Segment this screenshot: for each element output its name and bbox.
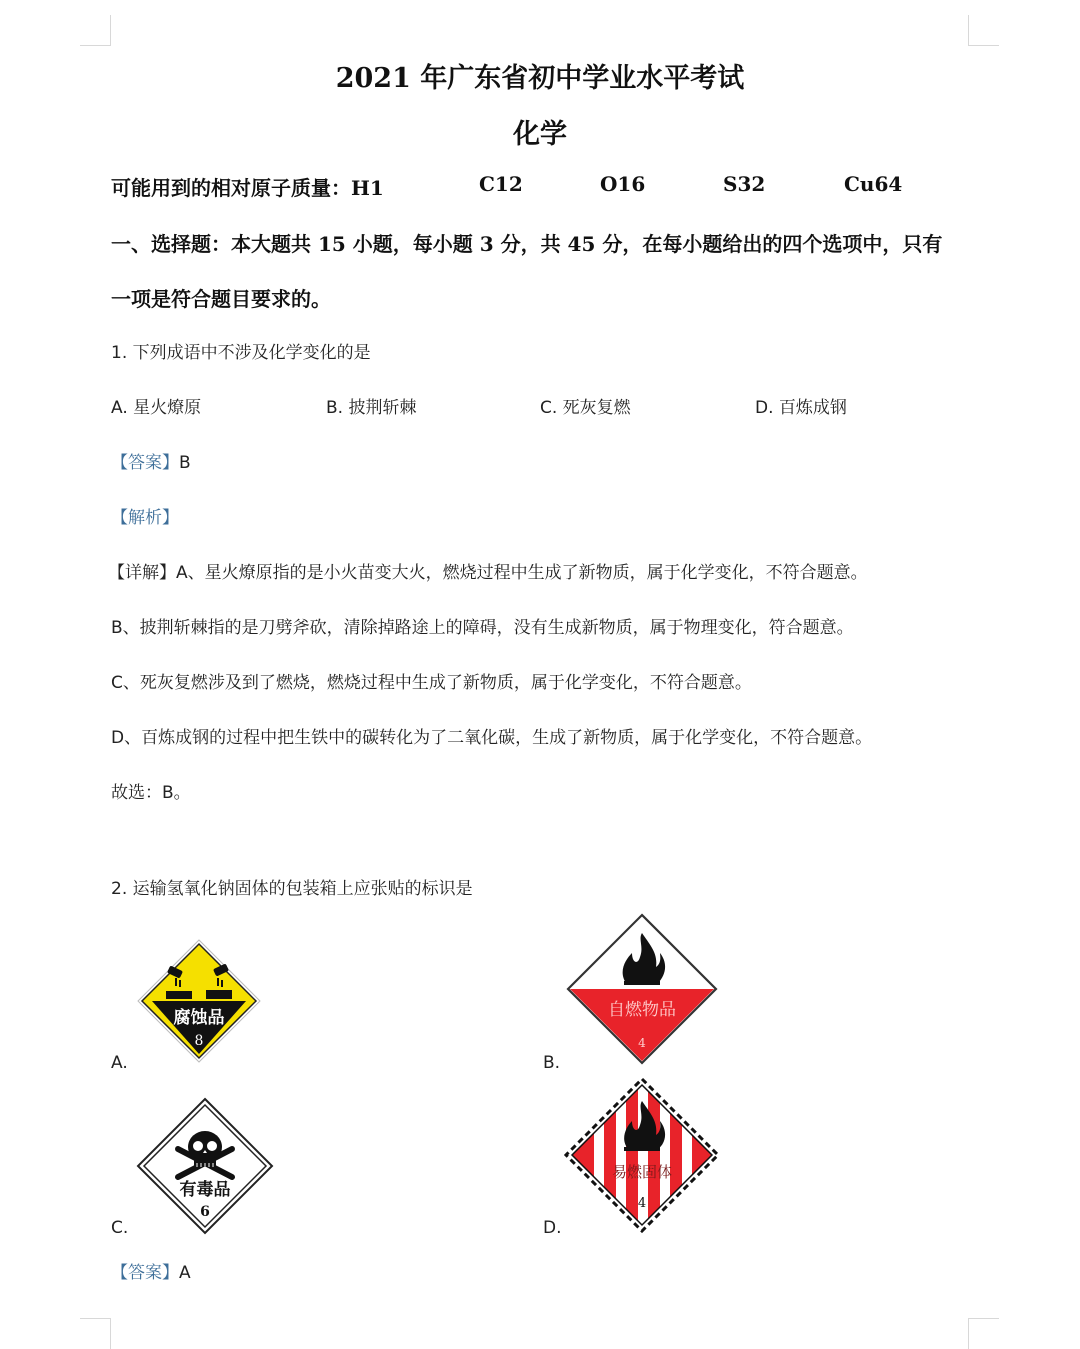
atomic-masses-label: 可能用到的相对原子质量：H1: [111, 176, 384, 200]
corrosive-sign-number: 8: [194, 1033, 204, 1049]
atomic-mass-item: S32: [723, 172, 766, 196]
toxic-sign: [136, 1097, 274, 1235]
toxic-sign-text: 有毒品: [179, 1180, 231, 1200]
page-corner-mark: [80, 1318, 111, 1349]
exam-title: 2021 年广东省初中学业水平考试: [335, 63, 745, 94]
page-corner-mark: [968, 1318, 999, 1349]
section-heading-line2: 一项是符合题目要求的。: [111, 287, 331, 311]
question-1-stem: 1. 下列成语中不涉及化学变化的是: [111, 343, 371, 363]
q2-option-d-letter: D.: [543, 1218, 562, 1238]
spontaneous-combustion-sign: [566, 913, 718, 1065]
q1-option-b: B. 披荆斩棘: [326, 398, 417, 418]
q1-option-d: D. 百炼成钢: [755, 398, 847, 418]
atomic-mass-item: O16: [600, 172, 646, 196]
page-corner-mark: [968, 15, 999, 46]
page-corner-mark: [80, 15, 111, 46]
corrosive-sign: [136, 938, 262, 1064]
atomic-mass-item: C12: [479, 172, 523, 196]
q1-answer: [111, 448, 191, 473]
flammable-solid-sign: [564, 1077, 720, 1233]
spontaneous-combustion-sign-number: 4: [638, 1036, 646, 1050]
q1-analysis-label: 【解析】: [111, 508, 179, 528]
q2-answer: [111, 1258, 191, 1283]
toxic-sign-number: 6: [200, 1204, 210, 1220]
detail-label: 【详解】: [108, 563, 176, 583]
q2-option-b-letter: B.: [543, 1053, 561, 1073]
section-heading-line1: 一、选择题：本大题共 15 小题，每小题 3 分，共 45 分，在每小题给出的四个选项中，只有: [111, 232, 943, 256]
q1-conclusion: 故选：B。: [111, 783, 191, 803]
flammable-solid-sign-text: 易燃固体: [611, 1163, 673, 1181]
q2-option-a-letter: A.: [111, 1053, 128, 1073]
q1-option-a: A. 星火燎原: [111, 398, 202, 418]
q1-detail-a: [108, 558, 868, 583]
q1-detail-c: C、死灰复燃涉及到了燃烧，燃烧过程中生成了新物质，属于化学变化，不符合题意。: [111, 673, 752, 693]
detail-text: A、星火燎原指的是小火苗变大火，燃烧过程中生成了新物质，属于化学变化，不符合题意。: [176, 563, 868, 583]
spontaneous-combustion-sign-text: 自燃物品: [608, 1000, 676, 1020]
question-2-stem: 2. 运输氢氧化钠固体的包装箱上应张贴的标识是: [111, 879, 473, 899]
atomic-masses: [111, 172, 971, 200]
atomic-mass-item: Cu64: [844, 172, 903, 196]
answer-label: 【答案】: [111, 1263, 179, 1283]
flammable-solid-sign-number: 4: [637, 1196, 647, 1211]
q1-detail-b: B、披荆斩棘指的是刀劈斧砍，清除掉路途上的障碍，没有生成新物质，属于物理变化，符合题意。: [111, 618, 854, 638]
q2-option-c-letter: C.: [111, 1218, 129, 1238]
q1-detail-d: D、百炼成钢的过程中把生铁中的碳转化为了二氧化碳，生成了新物质，属于化学变化，不符合题意。: [111, 728, 873, 748]
answer-value: A: [179, 1263, 191, 1283]
corrosive-sign-text: 腐蚀品: [173, 1008, 225, 1028]
q1-option-c: C. 死灰复燃: [540, 398, 631, 418]
answer-label: 【答案】: [111, 453, 179, 473]
exam-subject: 化学: [513, 119, 567, 150]
answer-value: B: [179, 453, 191, 473]
